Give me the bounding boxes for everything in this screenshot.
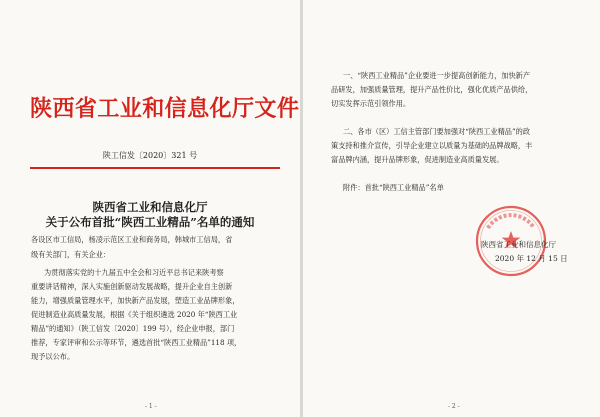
body-paragraph-line: 推荐，专家评审和公示等环节，遴选首批“陕西工业精品”118 项， (31, 338, 242, 347)
attachment-line: 附件：首批“陕西工业精品”名单 (343, 183, 444, 192)
notice-title-line-1: 陕西省工业和信息化厅 (92, 200, 208, 214)
body-paragraph-line: 精品”的通知》（陕工信发〔2020〕199 号），经企业申报，部门 (31, 324, 235, 333)
item-line: 一、“陕西工业精品”企业要进一步提高创新能力，加快新产 (343, 71, 531, 80)
notice-title-line-2: 关于公布首批“陕西工业精品”名单的通知 (45, 215, 255, 229)
document-header-red: 陕西省工业和信息化厅文件 (30, 96, 300, 122)
item-line: 二、各市（区）工信主管部门要加强对“陕西工业精品”的政 (343, 127, 531, 136)
item-line: 品研发，加强质量管理，提升产品性价比，强化优质产品供给， (331, 85, 533, 94)
body-paragraph-line: 现予以公布。 (31, 352, 75, 361)
document-page-2 (303, 0, 600, 417)
salutation-line: 各设区市工信局，杨凌示范区工业和商务局，韩城市工信局，省 (31, 235, 233, 244)
body-paragraph-line: 能力，增强质量管理水平，加快新产品发展，塑造工业品牌形象， (31, 296, 240, 305)
body-paragraph-line: 重要讲话精神，深入实施创新驱动发展战略，提升企业自主创新 (31, 282, 233, 291)
item-line: 富品牌内涵，提升品牌形象，促进制造业高质量发展。 (331, 155, 504, 164)
red-divider-rule (30, 167, 280, 169)
document-number: 陕工信发〔2020〕321 号 (102, 151, 198, 160)
signature-date: 2020 年 12 月 15 日 (495, 254, 568, 263)
signature-organization: 陕西省工业和信息化厅 (481, 240, 556, 249)
page-number: - 1 - (145, 403, 157, 410)
page-number: - 2 - (448, 403, 460, 410)
item-line: 策支持和推介宣传，引导企业建立以质量为基础的品牌战略，丰 (331, 141, 533, 150)
item-line: 切实发挥示范引领作用。 (331, 99, 411, 108)
body-paragraph-line: 为贯彻落实党的十九届五中全会和习近平总书记来陕考察 (44, 268, 224, 277)
body-paragraph-line: 促进制造业高质量发展，根据《关于组织遴选 2020 年“陕西工业 (31, 310, 238, 319)
salutation-line: 级有关部门，有关企业： (31, 250, 111, 259)
